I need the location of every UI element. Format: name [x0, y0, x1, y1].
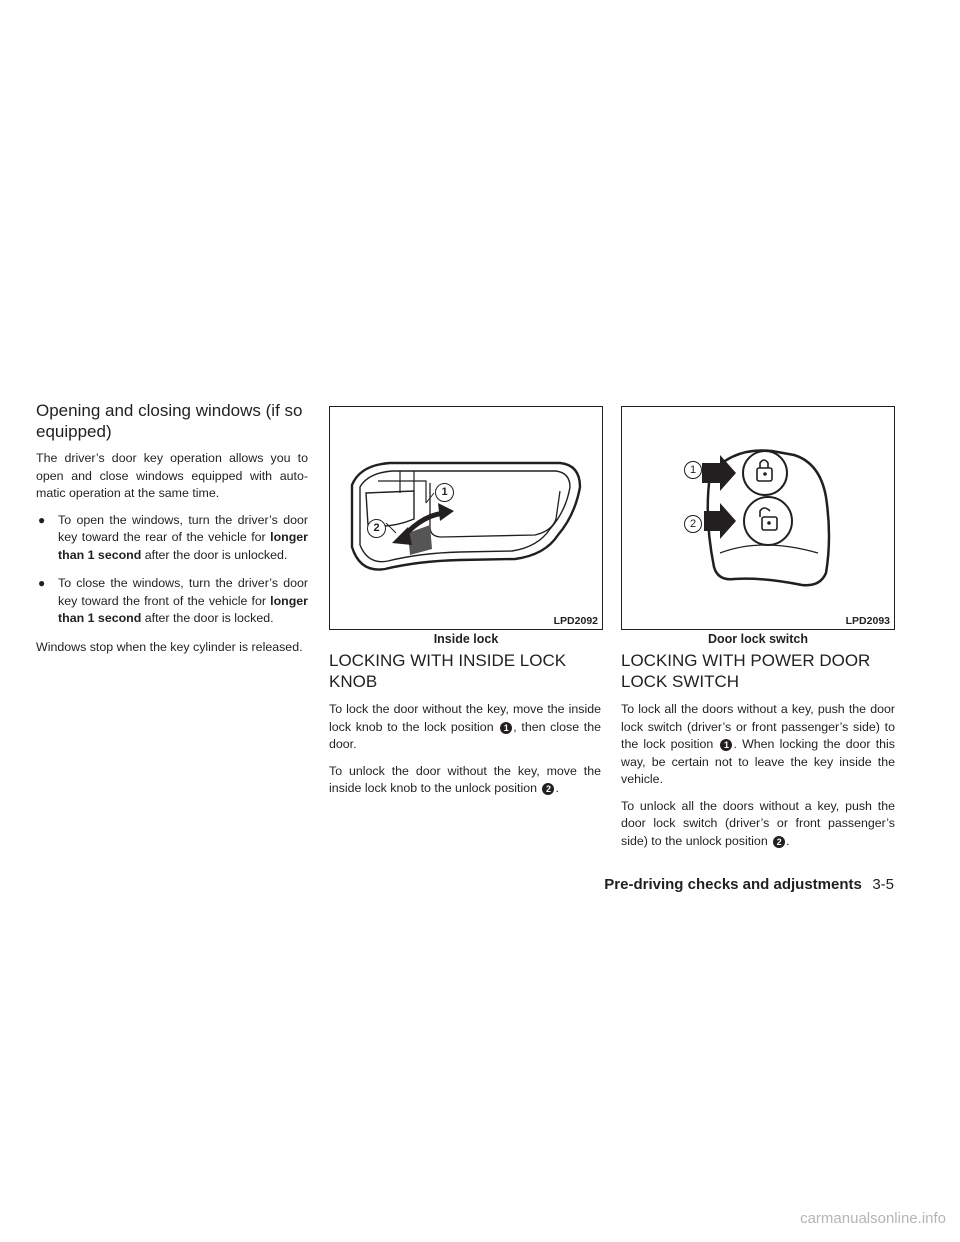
page-footer [604, 876, 894, 894]
closing-paragraph: Windows stop when the key cylinder is released. [36, 639, 303, 654]
section-title-windows: Opening and closing windows (if so equipped) [36, 401, 303, 441]
callout-2: 2 [367, 519, 386, 538]
section-title-inside-lock: LOCKING WITH INSIDE LOCK KNOB [329, 651, 567, 691]
callout-ref-2: 2 [773, 836, 785, 848]
paragraph-unlock: To unlock the door without the key, move the inside lock knob to the unlock position 2 . [329, 763, 601, 795]
footer-section-title: Pre-driving checks and adjustments [604, 876, 862, 893]
bullet-open-windows: ● To open the windows, turn the driver’s door key toward the rear of the vehicle for longer than 1 second after the door is unlocked. [38, 512, 308, 562]
paragraph-lock: To lock all the doors without a key, push the door lock switch (driver’s or front passenger’s side) to the lock position 1 . When locking the door this way, be certain not to leave the key inside the vehicle. [621, 702, 895, 786]
figure-inside-lock [329, 406, 603, 630]
callout-ref-1: 1 [720, 739, 732, 751]
bullet-dot: ● [38, 576, 46, 590]
figure-code: LPD2093 [845, 615, 890, 627]
section-title-power-lock: LOCKING WITH POWER DOOR LOCK SWITCH [621, 651, 871, 691]
callout-1: 1 [435, 483, 454, 502]
figure-code: LPD2092 [553, 615, 598, 627]
callout-2: 2 [684, 515, 702, 533]
intro-paragraph: The driver’s door key operation allows you to open and close windows equipped with auto-matic operation at the same time. [36, 451, 308, 500]
section-windows [36, 400, 308, 656]
watermark: carmanualsonline.info [800, 1210, 946, 1227]
callout-ref-1: 1 [500, 722, 512, 734]
paragraph-lock: To lock the door without the key, move the inside lock knob to the lock position 1 , then close the door. [329, 702, 601, 751]
section-power-door-lock [621, 650, 895, 850]
callout-1: 1 [684, 461, 702, 479]
inside-lock-illustration [330, 407, 602, 629]
page-number: 3-5 [872, 876, 894, 893]
figure-door-lock-switch [621, 406, 895, 630]
section-inside-lock-knob [329, 650, 601, 798]
figure-caption-inside-lock: Inside lock [433, 632, 499, 646]
bullet-close-windows: ● To close the windows, turn the driver’s door key toward the front of the vehicle for longer than 1 second after the door is locked. [38, 576, 308, 625]
paragraph-unlock: To unlock all the doors without a key, push the door lock switch (driver’s or front passenger’s side) to the unlock position 2 . [621, 798, 895, 848]
door-lock-switch-illustration [622, 407, 894, 629]
figure-caption-door-lock-switch: Door lock switch [707, 632, 809, 646]
callout-ref-2: 2 [542, 783, 554, 795]
bullet-dot: ● [38, 512, 46, 527]
